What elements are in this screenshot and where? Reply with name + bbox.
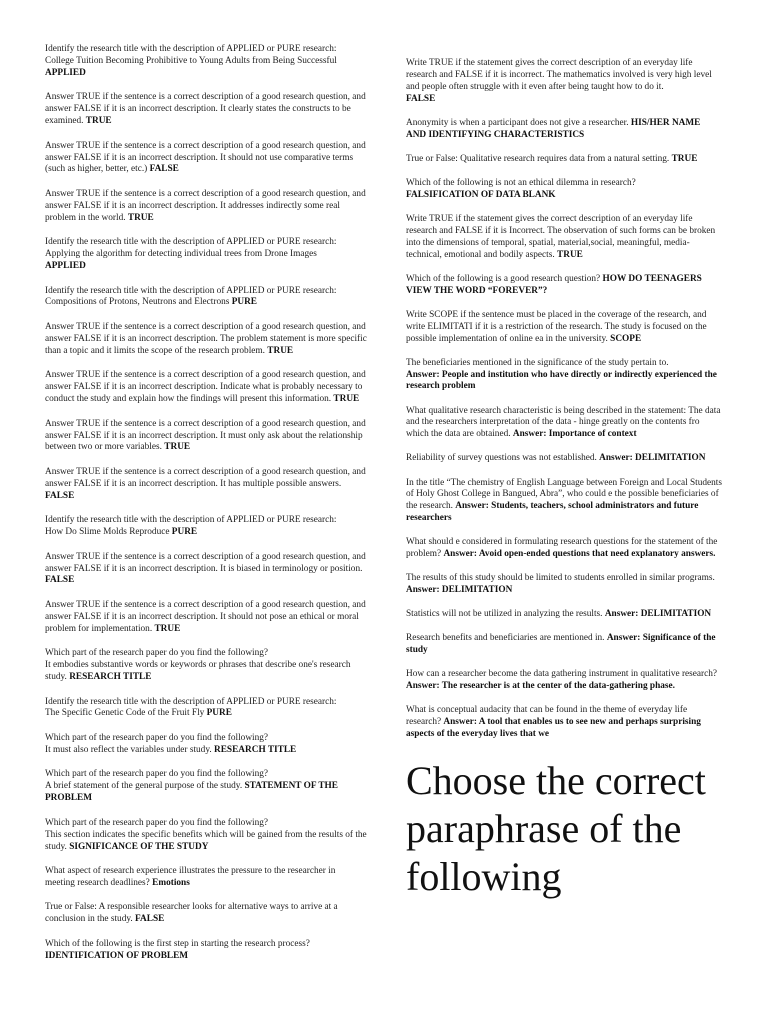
answer-text: FALSE: [135, 914, 165, 925]
answer-text: PURE: [206, 708, 232, 719]
question-text: Identify the research title with the description of APPLIED or PURE research: How Do Slime Molds Reproduce: [45, 515, 337, 538]
answer-text: TRUE: [164, 442, 191, 453]
answer-text: FALSIFICATION OF DATA BLANK: [406, 189, 556, 200]
question-item: [406, 58, 722, 106]
question-item: [406, 453, 722, 465]
question-text: Statistics will not be utilized in analyzing the results.: [406, 609, 605, 620]
question-text: Anonymity is when a participant does not give a researcher.: [406, 117, 631, 128]
right-question-list: [406, 58, 722, 741]
question-text: In the title “The chemistry of English Language between Foreign and Local Students of Holy Ghost College in Bangued, Abra”, who could e the possible beneficiaries of the research.: [406, 477, 723, 512]
answer-text: APPLIED: [45, 261, 86, 272]
answer-text: RESEARCH TITLE: [69, 672, 152, 683]
question-item: [406, 358, 722, 394]
question-text: Answer TRUE if the sentence is a correct description of a good research question, and answer FALSE if it is an incorrect description. It addresses indirectly some real problem in the world.: [45, 188, 366, 223]
question-item: [406, 274, 722, 298]
question-text: Answer TRUE if the sentence is a correct description of a good research question, and answer FALSE if it is an incorrect description. It should not pose an ethical or moral problem for implementation.: [45, 599, 366, 634]
answer-text: Emotions: [152, 877, 190, 888]
question-text: Identify the research title with the description of APPLIED or PURE research: The Specific Genetic Code of the Fruit Fly: [45, 696, 337, 719]
question-item: [45, 467, 367, 503]
answer-text: HOW DO TEENAGERS VIEW THE WORD “FOREVER”?: [406, 273, 702, 296]
question-item: [45, 141, 367, 177]
question-item: [45, 515, 367, 539]
question-text: True or False: Qualitative research requires data from a natural setting.: [406, 153, 672, 164]
question-text: Which part of the research paper do you find the following? This section indicates the specific benefits which will be gained from the results of the study.: [45, 817, 367, 852]
question-item: [406, 178, 722, 202]
question-text: Write TRUE if the statement gives the correct description of an everyday life research and FALSE if it is Incorrect. The observation of such forms can be broken into the dimensions of temporal, spatial, material,social, meaningful, media-technical, emotional and bodily aspects.: [406, 213, 716, 260]
question-text: Identify the research title with the description of APPLIED or PURE research: College Tuition Becoming Prohibitive to Young Adults from Being Successful: [45, 44, 337, 66]
question-text: The beneficiaries mentioned in the significance of the study pertain to.: [406, 357, 669, 368]
answer-text: TRUE: [127, 212, 154, 223]
question-text: Which of the following is not an ethical dilemma in research?: [406, 177, 636, 188]
question-item: [45, 769, 367, 805]
question-text: Answer TRUE if the sentence is a correct description of a good research question, and answer FALSE if it is an incorrect description. The problem statement is more specific than a topic and it limits the scope of the research problem.: [45, 321, 367, 356]
answer-text: TRUE: [154, 623, 181, 634]
question-text: Identify the research title with the description of APPLIED or PURE research: Applying the algorithm for detecting individual trees from Drone Images: [45, 237, 337, 260]
answer-text: STATEMENT OF THE PROBLEM: [45, 781, 338, 804]
answer-text: FALSE: [45, 575, 75, 586]
answer-text: TRUE: [671, 153, 698, 164]
question-item: [45, 733, 367, 757]
answer-text: APPLIED: [45, 67, 86, 78]
question-text: Answer TRUE if the sentence is a correct description of a good research question, and answer FALSE if it is an incorrect description. It must only ask about the relationship between two or more variables.: [45, 418, 366, 453]
answer-text: FALSE: [406, 93, 436, 104]
answer-text: Answer: People and institution who have directly or indirectly experienced the research problem: [406, 369, 717, 392]
question-item: [45, 552, 367, 588]
question-text: The results of this study should be limited to students enrolled in similar programs.: [406, 573, 715, 584]
question-text: Write TRUE if the statement gives the correct description of an everyday life research and FALSE if it is incorrect. The mathematics involved is very high level and people often struggle with it even after being taught how to do it.: [406, 58, 712, 92]
question-text: Answer TRUE if the sentence is a correct description of a good research question, and answer FALSE if it is an incorrect description. It clearly states the constructs to be examined.: [45, 92, 366, 127]
question-item: [45, 600, 367, 636]
question-text: Identify the research title with the description of APPLIED or PURE research: Compositions of Protons, Neutrons and Electrons: [45, 285, 337, 308]
answer-text: Answer: DELIMITATION: [599, 453, 706, 464]
answer-text: IDENTIFICATION OF PROBLEM: [45, 950, 189, 961]
question-item: [406, 154, 722, 166]
answer-text: RESEARCH TITLE: [214, 744, 297, 755]
question-item: [406, 705, 722, 741]
question-text: What should e considered in formulating research questions for the statement of the problem?: [406, 537, 718, 560]
question-text: Write SCOPE if the sentence must be placed in the coverage of the research, and write ELIMITATI if it is a restriction of the research. The study is focused on the possible implementation of online ea in the university.: [406, 309, 707, 344]
answer-text: Answer: Avoid open-ended questions that need explanatory answers.: [443, 549, 716, 560]
question-item: [45, 189, 367, 225]
answer-text: Answer: A tool that enables us to see new and perhaps surprising aspects of the everyday lives that we: [406, 717, 701, 740]
question-item: [406, 214, 722, 262]
question-text: Which part of the research paper do you find the following? A brief statement of the general purpose of the study.: [45, 769, 269, 792]
question-text: What qualitative research characteristic is being described in the statement: The data and the researchers interpretation of the data - hinge greatly on the contents fro which the data are obtained.: [406, 405, 721, 440]
answer-text: Answer: Significance of the study: [406, 633, 716, 656]
question-text: Answer TRUE if the sentence is a correct description of a good research question, and answer FALSE if it is an incorrect description. It has multiple possible answers.: [45, 466, 366, 489]
question-item: [406, 478, 722, 526]
answer-text: Answer: DELIMITATION: [406, 585, 513, 596]
answer-text: HIS/HER NAME AND IDENTIFYING CHARACTERISTICS: [406, 117, 701, 140]
question-item: [45, 818, 367, 854]
question-item: [45, 44, 367, 80]
question-text: Answer TRUE if the sentence is a correct description of a good research question, and answer FALSE if it is an incorrect description. It is biased in terminology or position.: [45, 551, 366, 574]
answer-text: Answer: DELIMITATION: [604, 609, 712, 620]
question-item: [45, 322, 367, 358]
section-heading: Choose the correct paraphrase of the following: [406, 758, 706, 900]
question-item: [406, 537, 722, 561]
question-text: True or False: A responsible researcher looks for alternative ways to arrive at a conclusion in the study.: [45, 902, 338, 925]
answer-text: TRUE: [267, 345, 294, 356]
question-text: Which of the following is the first step in starting the research process?: [45, 938, 310, 949]
question-item: [406, 669, 722, 693]
left-column: [45, 44, 367, 975]
question-item: [45, 648, 367, 684]
question-item: [406, 609, 722, 621]
question-text: Reliability of survey questions was not established.: [406, 453, 600, 464]
question-item: [406, 118, 722, 142]
question-item: [45, 697, 367, 721]
question-item: [406, 573, 722, 597]
question-item: [45, 92, 367, 128]
right-column: [406, 58, 722, 901]
question-item: [45, 237, 367, 273]
question-item: [45, 286, 367, 310]
question-item: [45, 902, 367, 926]
answer-text: Answer: The researcher is at the center of the data-gathering phase.: [406, 681, 675, 692]
question-text: Research benefits and beneficiaries are mentioned in.: [406, 633, 607, 644]
question-text: What aspect of research experience illustrates the pressure to the researcher in meeting research deadlines?: [45, 866, 336, 888]
question-text: Which of the following is a good research question?: [406, 273, 603, 284]
answer-text: SIGNIFICANCE OF THE STUDY: [69, 841, 209, 852]
answer-text: TRUE: [557, 249, 583, 260]
answer-text: FALSE: [45, 490, 75, 501]
question-item: [45, 370, 367, 406]
question-text: Answer TRUE if the sentence is a correct description of a good research question, and answer FALSE if it is an incorrect description. It should not use comparative terms (such as higher, better, etc.): [45, 140, 366, 175]
question-item: [406, 406, 722, 442]
question-text: Answer TRUE if the sentence is a correct description of a good research question, and answer FALSE if it is an incorrect description. Indicate what is probably necessary to conduct the study and explain how the findings will present this information.: [45, 370, 366, 405]
answer-text: TRUE: [85, 116, 112, 127]
answer-text: PURE: [231, 297, 258, 308]
question-item: [406, 310, 722, 346]
question-text: How can a researcher become the data gathering instrument in qualitative research?: [406, 669, 718, 680]
answer-text: FALSE: [149, 164, 179, 175]
question-text: Which part of the research paper do you find the following? It embodies substantive words or keywords or phrases that describe one's research study.: [45, 648, 351, 683]
answer-text: SCOPE: [610, 333, 642, 344]
answer-text: Answer: Importance of context: [512, 429, 637, 440]
answer-text: TRUE: [333, 394, 360, 405]
question-item: [45, 419, 367, 455]
question-item: [45, 939, 367, 963]
question-item: [406, 633, 722, 657]
answer-text: Answer: Students, teachers, school administrators and future researchers: [406, 501, 699, 524]
answer-text: PURE: [171, 527, 198, 538]
question-text: Which part of the research paper do you find the following? It must also reflect the variables under study.: [45, 732, 269, 755]
question-text: What is conceptual audacity that can be found in the theme of everyday life research?: [406, 705, 688, 728]
question-item: [45, 866, 367, 890]
